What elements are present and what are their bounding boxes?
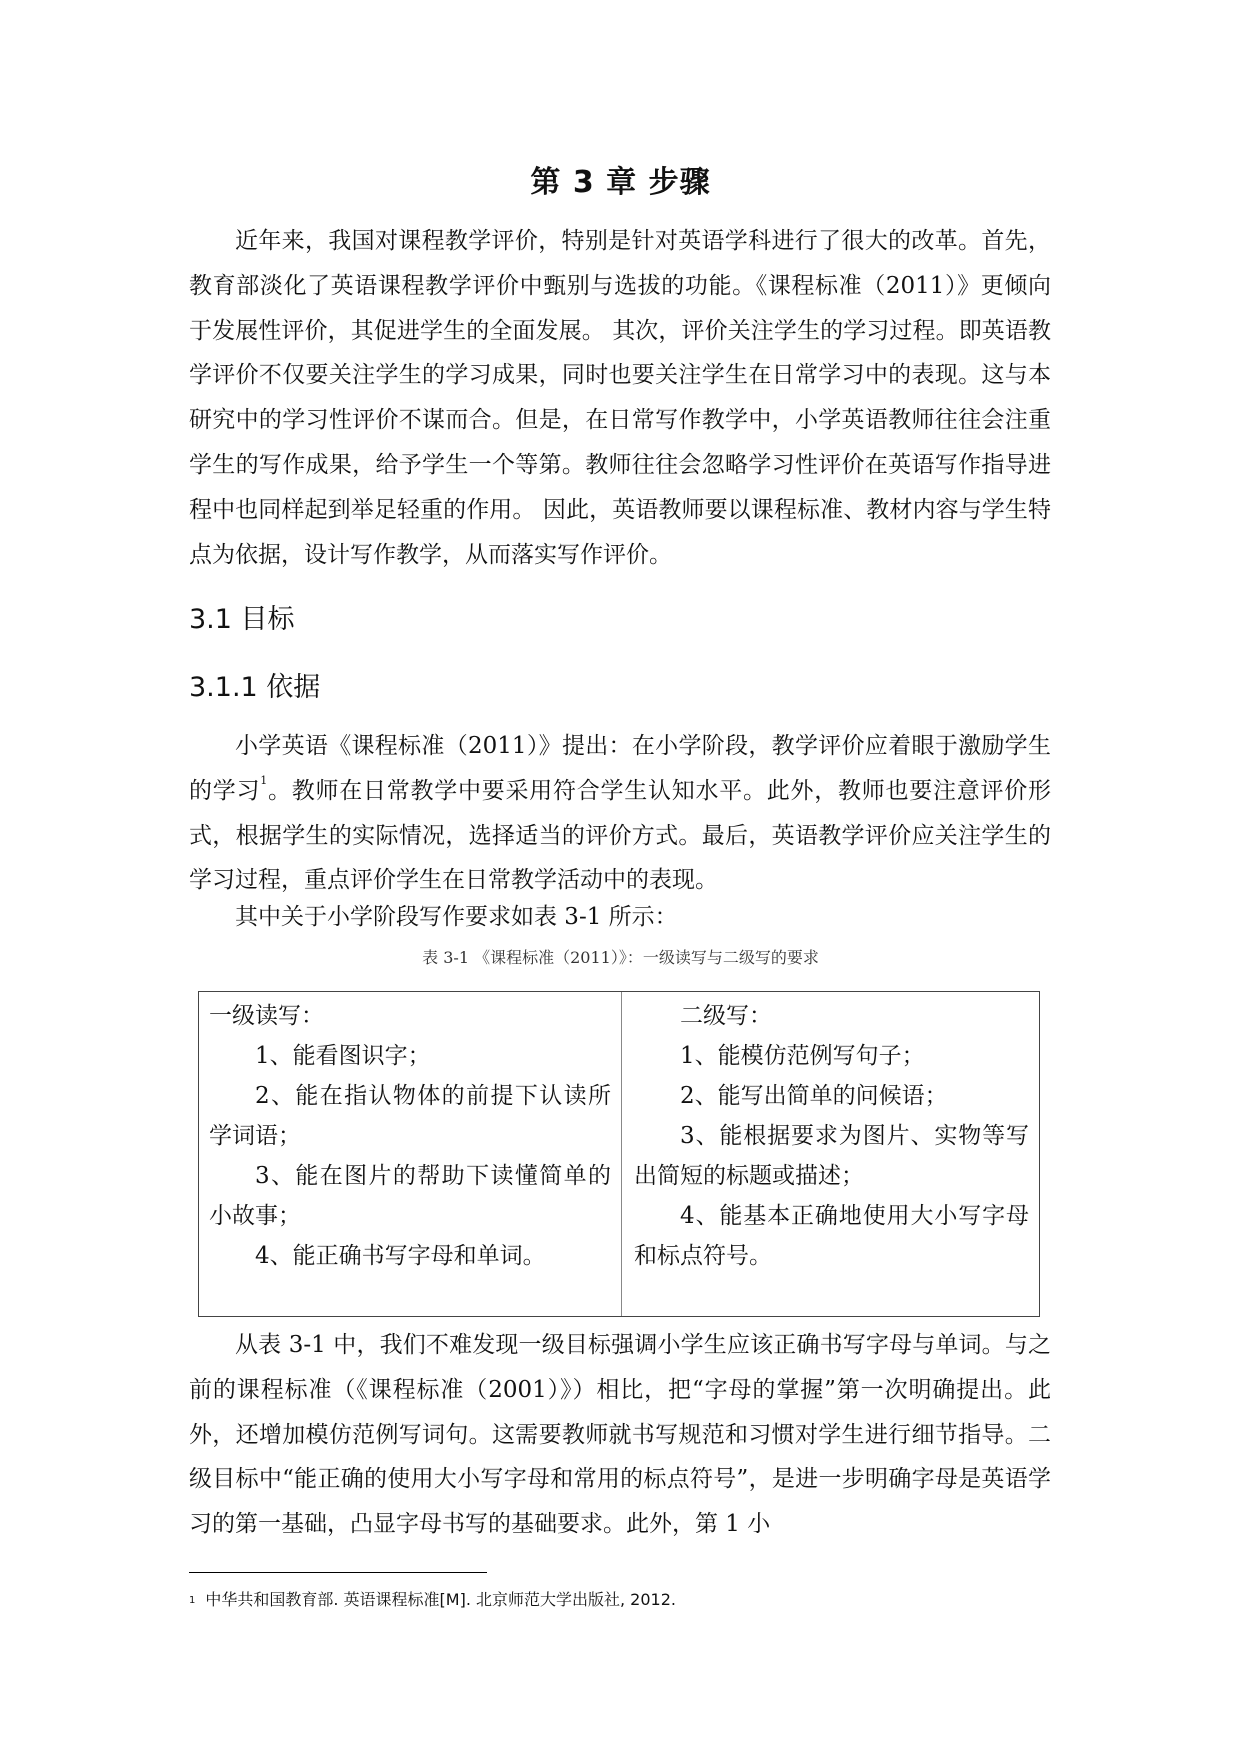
analysis-paragraph: 从表 3-1 中，我们不难发现一级目标强调小学生应该正确书写字母与单词。与之前的课程标准（《课程标准（2001）》）相比，把“字母的掌握”第一次明确提出。此外，还增加模仿范例写词句。这需要教师就书写规范和习惯对学生进行细节指导。二级目标中“能正确的使用大小写字母和常用的标点符号”，是进一步明确字母是英语学习的第一基础，凸显字母书写的基础要求。此外，第 1 小 [189, 1332, 1051, 1538]
section-heading-3-1-1: 3.1.1 依据 [189, 672, 321, 703]
basis-paragraph [189, 724, 1051, 903]
intro-paragraph: 近年来，我国对课程教学评价，特别是针对英语学科进行了很大的改革。首先，教育部淡化了英语课程教学评价中甄别与选拔的功能。《课程标准（2011）》更倾向于发展性评价，其促进学生的全面发展。 其次，评价关注学生的学习过程。即英语教学评价不仅要关注学生的学习成果，同时也要关注学生在日常学习中的表现。这与本研究中的学习性评价不谋而合。但是，在日常写作教学中，小学英语教师往往会注重学生的写作成果，给予学生一个等第。教师往往会忽略学习性评价在英语写作指导进程中也同样起到举足轻重的作用。 因此，英语教师要以课程标准、教材内容与学生特点为依据，设计写作教学，从而落实写作评价。 [189, 228, 1051, 568]
section-heading-3-1: 3.1 目标 [189, 604, 295, 635]
level-one-item: 3、能在图片的帮助下读懂简单的小故事； [209, 1163, 611, 1229]
footnote-mark: 1 [189, 1595, 196, 1606]
level-two-header: 二级写： [679, 1003, 772, 1029]
footnote-divider [189, 1572, 487, 1573]
level-one-header: 一级读写： [209, 1003, 324, 1029]
level-two-item: 4、能基本正确地使用大小写字母和标点符号。 [633, 1203, 1029, 1269]
basis-text-part1: 小学英语《课程标准（2011）》提出：在小学阶段，教学评价应着眼于激励学生的学习 [189, 733, 1051, 804]
level-one-item: 1、能看图识字； [255, 1043, 431, 1069]
footnote [189, 1589, 676, 1611]
footnote-text: 中华共和国教育部. 英语课程标准[M]. 北京师范大学出版社, 2012. [205, 1590, 676, 1609]
table-caption: 表 3-1 《课程标准（2011）》：一级读写与二级写的要求 [422, 948, 819, 967]
requirements-table [198, 991, 1040, 1317]
table-intro-paragraph: 其中关于小学阶段写作要求如表 3-1 所示： [235, 904, 678, 930]
level-one-column [199, 992, 622, 1316]
chapter-title: 第 3 章 步骤 [530, 165, 711, 200]
level-two-item: 2、能写出简单的问候语； [679, 1083, 948, 1109]
level-two-item: 1、能模仿范例写句子； [679, 1043, 925, 1069]
footnote-reference[interactable]: 1 [260, 773, 268, 787]
level-two-item: 3、能根据要求为图片、实物等写出简短的标题或描述； [633, 1123, 1029, 1189]
level-two-column [622, 992, 1039, 1316]
basis-text-part2: 。教师在日常教学中要采用符合学生认知水平。此外，教师也要注意评价形式，根据学生的实际情况，选择适当的评价方式。最后，英语教学评价应关注学生的学习过程，重点评价学生在日常教学活动中的表现。 [189, 777, 1051, 894]
level-one-item: 4、能正确书写字母和单词。 [255, 1243, 546, 1269]
level-one-item: 2、能在指认物体的前提下认读所学词语； [209, 1083, 611, 1149]
